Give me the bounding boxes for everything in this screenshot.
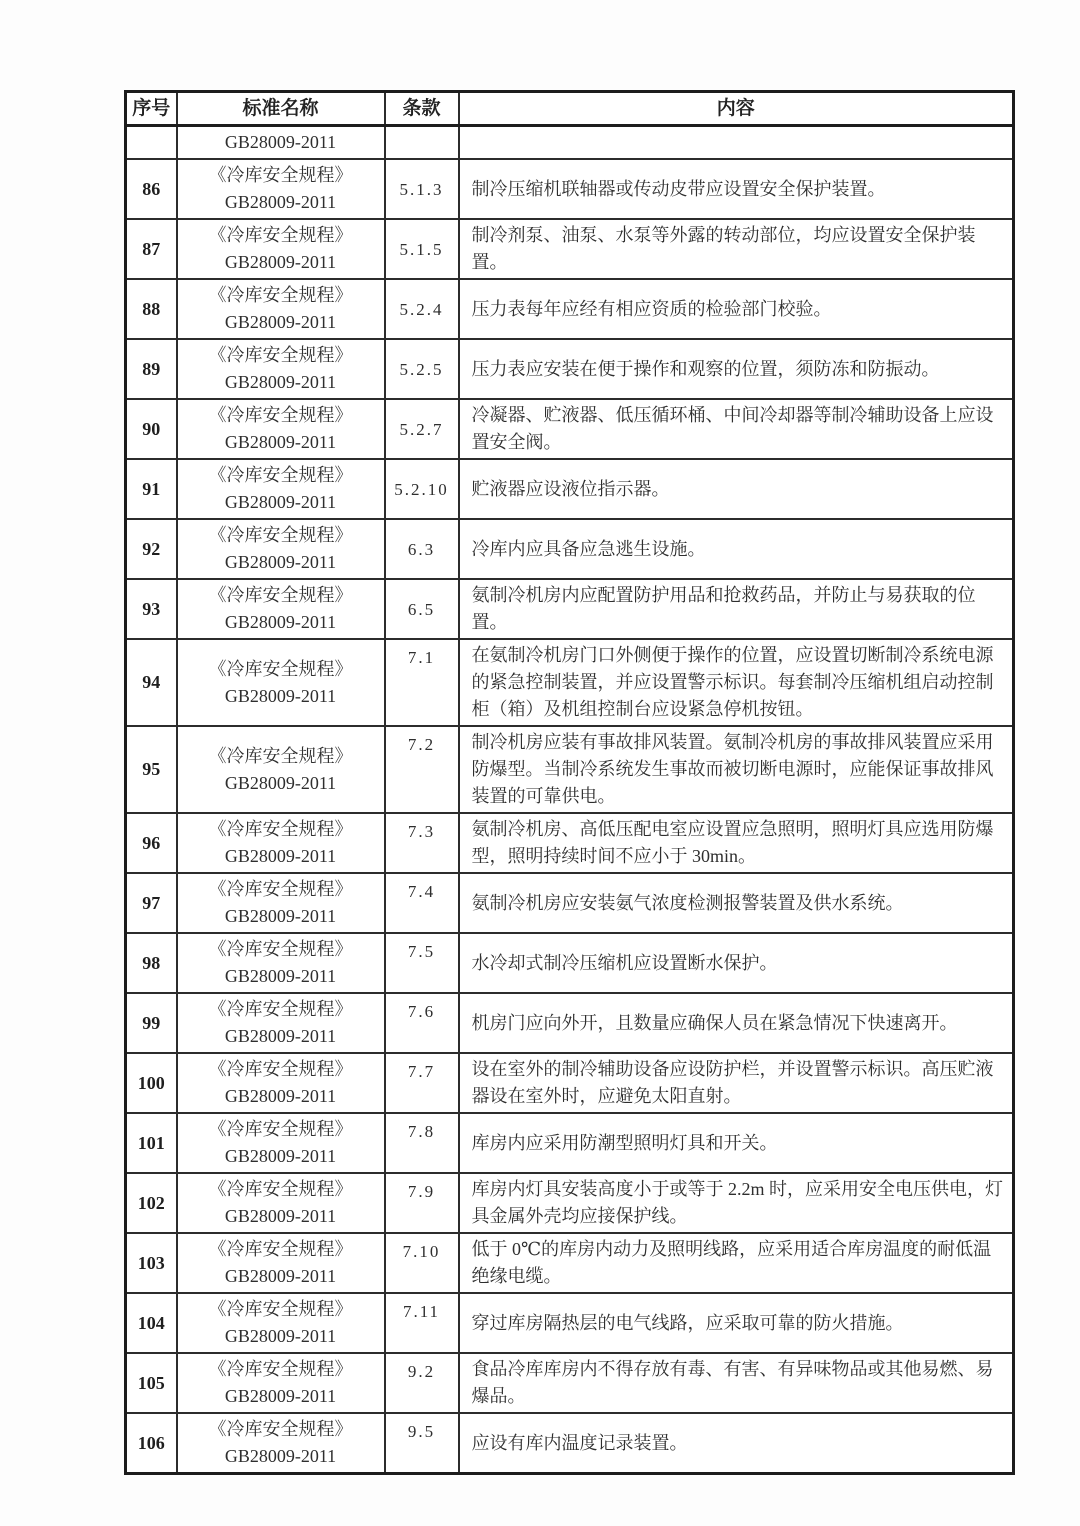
standard-name-cell bbox=[177, 579, 385, 639]
standard-name-line: 《冷库安全规程》 bbox=[208, 999, 353, 1019]
header-index: 序号 bbox=[126, 92, 177, 126]
table-row bbox=[126, 459, 1014, 519]
clause-cell: 7.2 bbox=[385, 726, 459, 813]
row-number-cell: 96 bbox=[126, 813, 177, 873]
standard-name-line: GB28009-2011 bbox=[224, 552, 337, 572]
standard-name-line: 《冷库安全规程》 bbox=[208, 1179, 353, 1199]
row-number-cell: 91 bbox=[126, 459, 177, 519]
standard-name-line: GB28009-2011 bbox=[224, 1326, 337, 1346]
content-cell: 水冷却式制冷压缩机应设置断水保护。 bbox=[459, 933, 1014, 993]
standard-name-line: 《冷库安全规程》 bbox=[208, 1359, 353, 1379]
row-number-cell: 100 bbox=[126, 1053, 177, 1113]
standard-name-cell bbox=[177, 1413, 385, 1474]
content-cell: 设在室外的制冷辅助设备应设防护栏，并设置警示标识。高压贮液器设在室外时，应避免太阳直射。 bbox=[459, 1053, 1014, 1113]
standard-name-line: 《冷库安全规程》 bbox=[208, 585, 353, 605]
row-number-cell: 98 bbox=[126, 933, 177, 993]
clause-cell: 5.1.5 bbox=[385, 219, 459, 279]
standard-name-line: GB28009-2011 bbox=[224, 312, 337, 332]
table-row bbox=[126, 159, 1014, 219]
table-row bbox=[126, 279, 1014, 339]
table-row bbox=[126, 1233, 1014, 1293]
table-body bbox=[126, 126, 1014, 1474]
standard-name-cell bbox=[177, 726, 385, 813]
table-row bbox=[126, 339, 1014, 399]
row-number-cell: 95 bbox=[126, 726, 177, 813]
standard-name-line: 《冷库安全规程》 bbox=[208, 658, 353, 679]
standard-name-cell bbox=[177, 459, 385, 519]
standard-name-cell bbox=[177, 159, 385, 219]
standard-name-line: GB28009-2011 bbox=[224, 846, 337, 866]
content-cell: 应设有库内温度记录装置。 bbox=[459, 1413, 1014, 1474]
table-row bbox=[126, 639, 1014, 726]
row-number-cell: 106 bbox=[126, 1413, 177, 1474]
clause-cell: 5.2.7 bbox=[385, 399, 459, 459]
clause-cell: 5.1.3 bbox=[385, 159, 459, 219]
content-cell: 食品冷库库房内不得存放有毒、有害、有异味物品或其他易燃、易爆品。 bbox=[459, 1353, 1014, 1413]
clause-cell: 7.3 bbox=[385, 813, 459, 873]
standard-name-line: 《冷库安全规程》 bbox=[208, 285, 353, 305]
row-number-cell: 97 bbox=[126, 873, 177, 933]
standard-name-line: GB28009-2011 bbox=[224, 372, 337, 392]
standard-name-line: 《冷库安全规程》 bbox=[208, 225, 353, 245]
content-cell: 在氨制冷机房门口外侧便于操作的位置，应设置切断制冷系统电源的紧急控制装置，并应设置警示标识。每套制冷压缩机组启动控制柜（箱）及机组控制台应设紧急停机按钮。 bbox=[459, 639, 1014, 726]
standard-name-cell bbox=[177, 639, 385, 726]
clause-cell: 7.7 bbox=[385, 1053, 459, 1113]
row-number-cell: 104 bbox=[126, 1293, 177, 1353]
content-cell: 库房内应采用防潮型照明灯具和开关。 bbox=[459, 1113, 1014, 1173]
standard-name-line: GB28009-2011 bbox=[224, 1026, 337, 1046]
standard-name-cell bbox=[177, 279, 385, 339]
standard-name-cell bbox=[177, 219, 385, 279]
standard-name-cell bbox=[177, 1173, 385, 1233]
content-cell: 氨制冷机房、高低压配电室应设置应急照明，照明灯具应选用防爆型，照明持续时间不应小于 30min。 bbox=[459, 813, 1014, 873]
clause-cell bbox=[385, 126, 459, 160]
standard-name-line: GB28009-2011 bbox=[224, 1266, 337, 1286]
standard-name-cell bbox=[177, 399, 385, 459]
standard-name-line: 《冷库安全规程》 bbox=[208, 1299, 353, 1319]
table-row bbox=[126, 519, 1014, 579]
row-number-cell: 89 bbox=[126, 339, 177, 399]
content-cell: 低于 0℃的库房内动力及照明线路，应采用适合库房温度的耐低温绝缘电缆。 bbox=[459, 1233, 1014, 1293]
content-cell: 冷库内应具备应急逃生设施。 bbox=[459, 519, 1014, 579]
standard-name-line: 《冷库安全规程》 bbox=[208, 819, 353, 839]
clause-cell: 7.4 bbox=[385, 873, 459, 933]
content-cell: 压力表应安装在便于操作和观察的位置，须防冻和防振动。 bbox=[459, 339, 1014, 399]
standards-table bbox=[124, 90, 1015, 1475]
standard-name-cell bbox=[177, 1113, 385, 1173]
clause-cell: 7.1 bbox=[385, 639, 459, 726]
row-number-cell: 92 bbox=[126, 519, 177, 579]
standard-name-line: GB28009-2011 bbox=[224, 252, 337, 272]
clause-cell: 5.2.4 bbox=[385, 279, 459, 339]
table-row bbox=[126, 873, 1014, 933]
standard-name-cell bbox=[177, 519, 385, 579]
clause-cell: 7.9 bbox=[385, 1173, 459, 1233]
content-cell: 制冷机房应装有事故排风装置。氨制冷机房的事故排风装置应采用防爆型。当制冷系统发生事故而被切断电源时，应能保证事故排风装置的可靠供电。 bbox=[459, 726, 1014, 813]
table-row bbox=[126, 726, 1014, 813]
clause-cell: 9.5 bbox=[385, 1413, 459, 1474]
standard-name-cell bbox=[177, 339, 385, 399]
header-clause: 条款 bbox=[385, 92, 459, 126]
standard-name-line: GB28009-2011 bbox=[224, 772, 337, 793]
table-header bbox=[126, 92, 1014, 126]
standard-name-line: 《冷库安全规程》 bbox=[208, 345, 353, 365]
standard-name-cell bbox=[177, 993, 385, 1053]
table-row bbox=[126, 1353, 1014, 1413]
standard-name-line: 《冷库安全规程》 bbox=[208, 939, 353, 959]
standard-name-line: 《冷库安全规程》 bbox=[208, 465, 353, 485]
header-row bbox=[126, 92, 1014, 126]
table-row bbox=[126, 219, 1014, 279]
row-number-cell: 86 bbox=[126, 159, 177, 219]
standard-name-cell bbox=[177, 1053, 385, 1113]
table-row bbox=[126, 993, 1014, 1053]
row-number-cell bbox=[126, 126, 177, 160]
content-cell: 氨制冷机房内应配置防护用品和抢救药品，并防止与易获取的位置。 bbox=[459, 579, 1014, 639]
standard-name-line: 《冷库安全规程》 bbox=[208, 165, 353, 185]
standard-name-line: GB28009-2011 bbox=[224, 1206, 337, 1226]
clause-cell: 5.2.5 bbox=[385, 339, 459, 399]
clause-cell: 9.2 bbox=[385, 1353, 459, 1413]
content-cell: 冷凝器、贮液器、低压循环桶、中间冷却器等制冷辅助设备上应设置安全阀。 bbox=[459, 399, 1014, 459]
table-row bbox=[126, 579, 1014, 639]
table-row bbox=[126, 1113, 1014, 1173]
clause-cell: 7.6 bbox=[385, 993, 459, 1053]
table-row bbox=[126, 813, 1014, 873]
clause-cell: 6.5 bbox=[385, 579, 459, 639]
row-number-cell: 101 bbox=[126, 1113, 177, 1173]
table-row bbox=[126, 933, 1014, 993]
standard-name-line: 《冷库安全规程》 bbox=[208, 1239, 353, 1259]
standard-name-line: GB28009-2011 bbox=[224, 1146, 337, 1166]
standard-name-line: GB28009-2011 bbox=[224, 432, 337, 452]
standard-name-line: GB28009-2011 bbox=[224, 492, 337, 512]
standard-name-cell bbox=[177, 933, 385, 993]
row-number-cell: 94 bbox=[126, 639, 177, 726]
standard-name-line: GB28009-2011 bbox=[224, 1086, 337, 1106]
table-row bbox=[126, 1293, 1014, 1353]
content-cell: 制冷剂泵、油泵、水泵等外露的转动部位，均应设置安全保护装置。 bbox=[459, 219, 1014, 279]
row-number-cell: 87 bbox=[126, 219, 177, 279]
row-number-cell: 102 bbox=[126, 1173, 177, 1233]
standard-name-cell bbox=[177, 873, 385, 933]
table-row bbox=[126, 1053, 1014, 1113]
clause-cell: 7.8 bbox=[385, 1113, 459, 1173]
standard-name-line: 《冷库安全规程》 bbox=[208, 1119, 353, 1139]
row-number-cell: 90 bbox=[126, 399, 177, 459]
header-standard-name: 标准名称 bbox=[177, 92, 385, 126]
content-cell bbox=[459, 126, 1014, 160]
standard-name-line: 《冷库安全规程》 bbox=[208, 745, 353, 766]
standard-name-line: 《冷库安全规程》 bbox=[208, 405, 353, 425]
standard-name-line: GB28009-2011 bbox=[224, 685, 337, 706]
row-number-cell: 103 bbox=[126, 1233, 177, 1293]
row-number-cell: 88 bbox=[126, 279, 177, 339]
table-row bbox=[126, 126, 1014, 160]
standard-name-cell bbox=[177, 1293, 385, 1353]
standard-name-cell bbox=[177, 126, 385, 160]
content-cell: 制冷压缩机联轴器或传动皮带应设置安全保护装置。 bbox=[459, 159, 1014, 219]
content-cell: 压力表每年应经有相应资质的检验部门校验。 bbox=[459, 279, 1014, 339]
standard-name-line: GB28009-2011 bbox=[224, 612, 337, 632]
standard-name-cell bbox=[177, 1353, 385, 1413]
clause-cell: 7.10 bbox=[385, 1233, 459, 1293]
standard-name-line: GB28009-2011 bbox=[224, 1386, 337, 1406]
standard-name-cell bbox=[177, 813, 385, 873]
row-number-cell: 99 bbox=[126, 993, 177, 1053]
table-row bbox=[126, 1173, 1014, 1233]
table-row bbox=[126, 1413, 1014, 1474]
standard-name-line: GB28009-2011 bbox=[224, 132, 337, 152]
row-number-cell: 105 bbox=[126, 1353, 177, 1413]
row-number-cell: 93 bbox=[126, 579, 177, 639]
content-cell: 库房内灯具安装高度小于或等于 2.2m 时，应采用安全电压供电，灯具金属外壳均应接保护线。 bbox=[459, 1173, 1014, 1233]
standard-name-line: 《冷库安全规程》 bbox=[208, 879, 353, 899]
standard-name-line: 《冷库安全规程》 bbox=[208, 1419, 353, 1439]
standard-name-cell bbox=[177, 1233, 385, 1293]
clause-cell: 7.5 bbox=[385, 933, 459, 993]
content-cell: 氨制冷机房应安装氨气浓度检测报警装置及供水系统。 bbox=[459, 873, 1014, 933]
content-cell: 穿过库房隔热层的电气线路，应采取可靠的防火措施。 bbox=[459, 1293, 1014, 1353]
header-content: 内容 bbox=[459, 92, 1014, 126]
content-cell: 机房门应向外开，且数量应确保人员在紧急情况下快速离开。 bbox=[459, 993, 1014, 1053]
clause-cell: 5.2.10 bbox=[385, 459, 459, 519]
standard-name-line: GB28009-2011 bbox=[224, 906, 337, 926]
clause-cell: 6.3 bbox=[385, 519, 459, 579]
table-row bbox=[126, 399, 1014, 459]
standard-name-line: 《冷库安全规程》 bbox=[208, 525, 353, 545]
standard-name-line: GB28009-2011 bbox=[224, 966, 337, 986]
standard-name-line: 《冷库安全规程》 bbox=[208, 1059, 353, 1079]
standard-name-line: GB28009-2011 bbox=[224, 192, 337, 212]
clause-cell: 7.11 bbox=[385, 1293, 459, 1353]
standard-name-line: GB28009-2011 bbox=[224, 1446, 337, 1466]
content-cell: 贮液器应设液位指示器。 bbox=[459, 459, 1014, 519]
